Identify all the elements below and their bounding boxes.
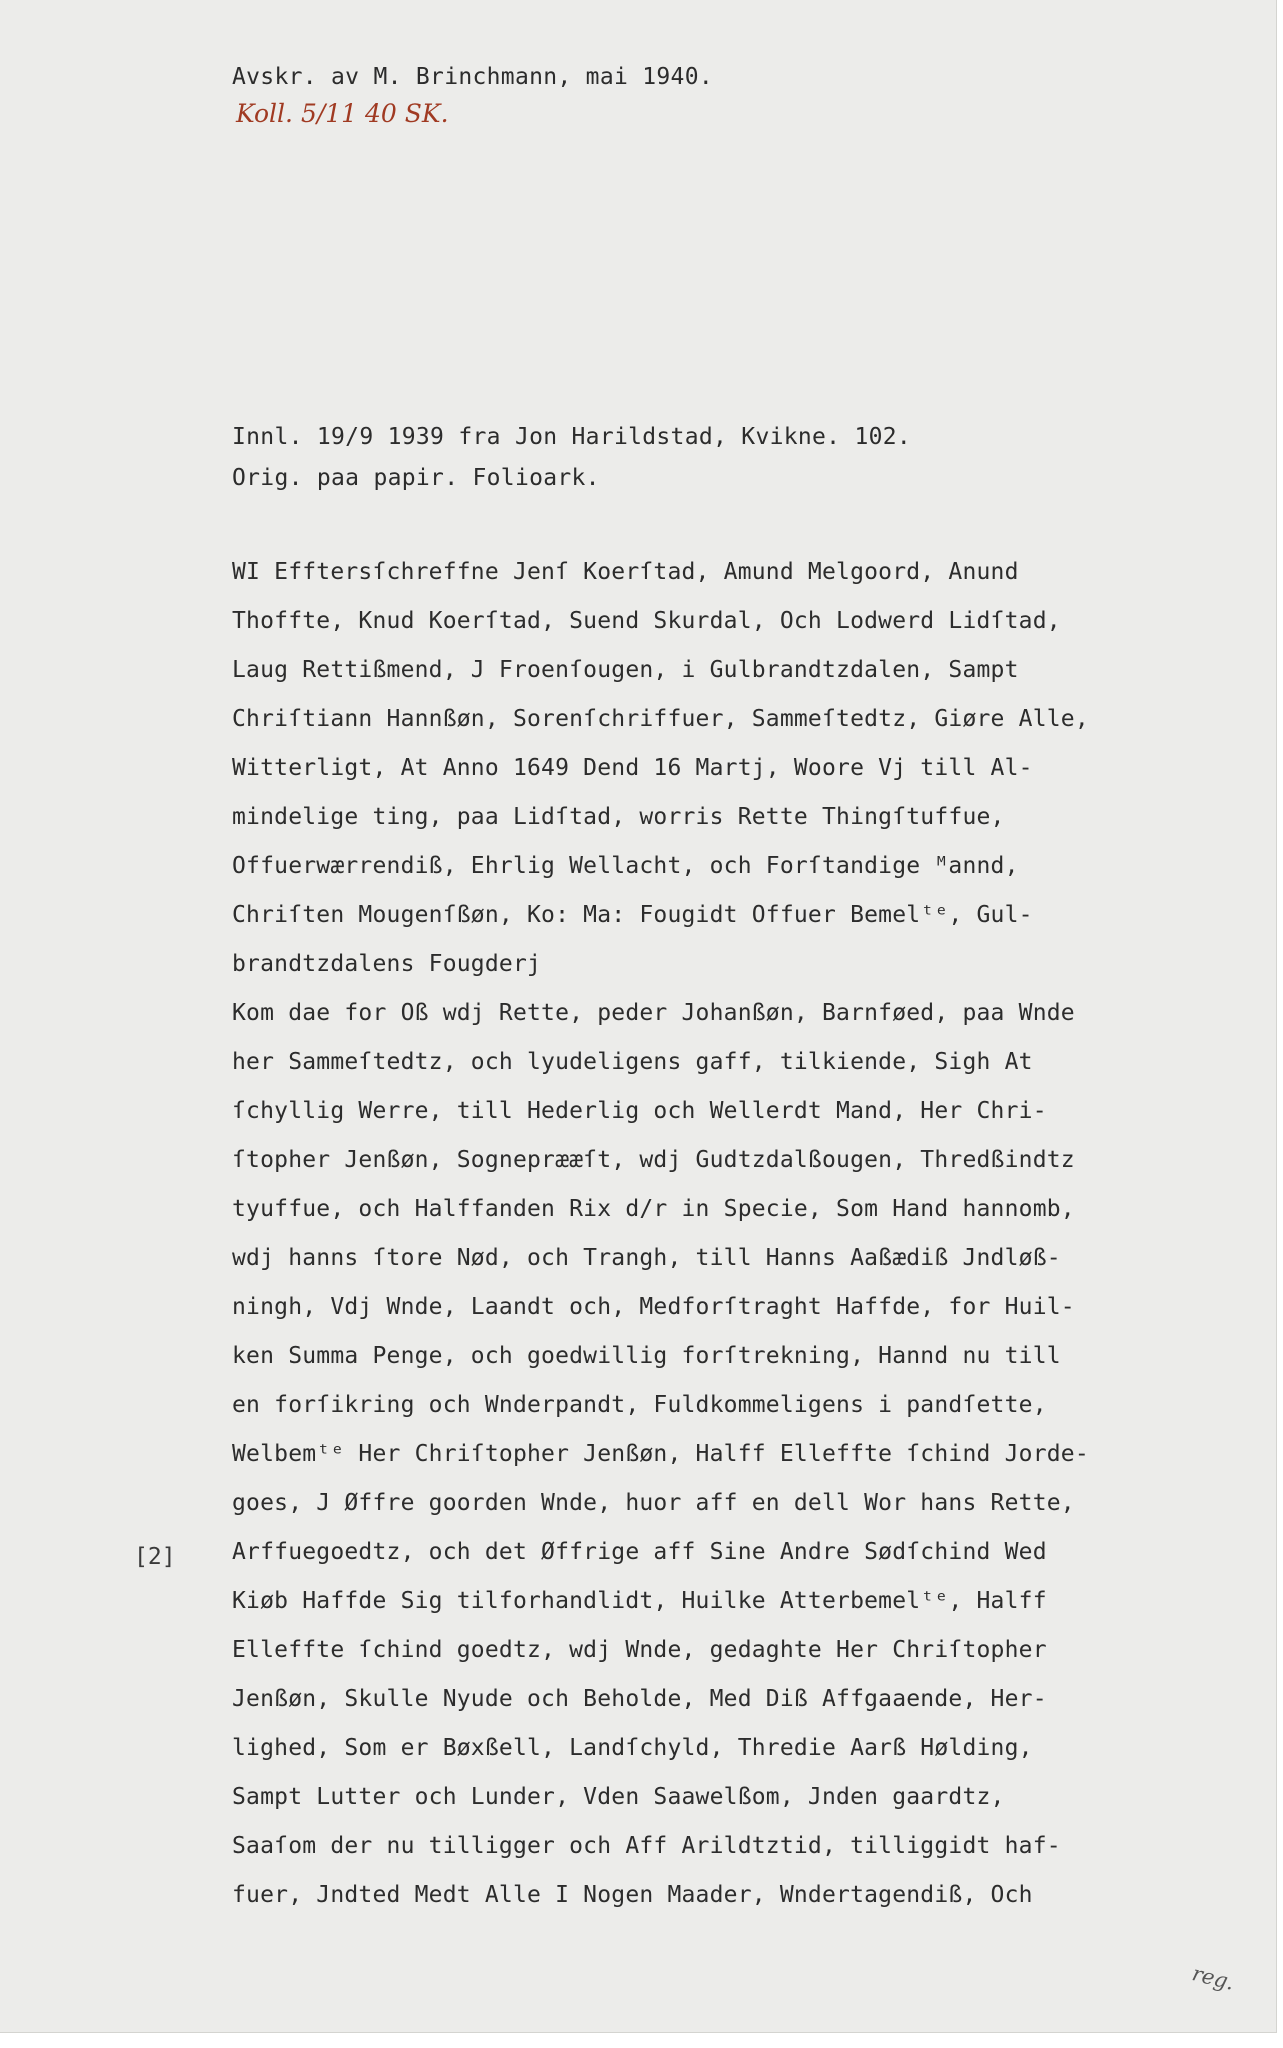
text-line: lighed, Som er Bøxßell, Landſchyld, Thredie Aarß Hølding, [232, 1735, 1033, 1761]
text-line: goes, J Øffre goorden Wnde, huor aff en dell Wor hans Rette, [232, 1490, 1075, 1516]
text-line: Welbemᵗᵉ Her Chriſtopher Jenßøn, Halff Elleffte ſchind Jorde- [232, 1441, 1089, 1467]
text-line: ningh, Vdj Wnde, Laandt och, Medforſtraght Haffde, for Huil- [232, 1294, 1075, 1320]
text-line: Kiøb Haffde Sig tilforhandlidt, Huilke Atterbemelᵗᵉ, Halff [232, 1588, 1047, 1614]
text-line: Chriſten Mougenſßøn, Ko: Ma: Fougidt Offuer Bemelᵗᵉ, Gul- [232, 902, 1033, 928]
text-line: Offuerwærrendiß, Ehrlig Wellacht, och Forſtandige ᴹannd, [232, 853, 1019, 879]
text-line: Kom dae for Oß wdj Rette, peder Johanßøn, Barnføed, paa Wnde [232, 1000, 1075, 1026]
text-line: ken Summa Penge, och goedwillig forſtrekning, Hannd nu till [232, 1343, 1061, 1369]
text-line: Thoffte, Knud Koerſtad, Suend Skurdal, Och Lodwerd Lidſtad, [232, 608, 1061, 634]
handwritten-collation-note: Koll. 5/11 40 SK. [236, 99, 449, 128]
text-line: fuer, Jndted Medt Alle I Nogen Maader, Wndertagendiß, Och [232, 1882, 1033, 1908]
text-line: Saaſom der nu tilligger och Aff Arildtztid, tilliggidt haf- [232, 1833, 1061, 1859]
page-marker: [2] [134, 1544, 176, 1570]
text-line: Laug Rettißmend, J Froenſougen, i Gulbrandtzdalen, Sampt [232, 657, 1019, 683]
intake-line-2: Orig. paa papir. Folioark. [232, 465, 600, 491]
corner-annotation: reg. [1189, 1961, 1237, 1995]
text-line: Elleffte ſchind goedtz, wdj Wnde, gedaghte Her Chriſtopher [232, 1637, 1047, 1663]
text-line: Arffuegoedtz, och det Øffrige aff Sine Andre Sødſchind Wed [232, 1539, 1047, 1565]
text-line: Sampt Lutter och Lunder, Vden Saawelßom, Jnden gaardtz, [232, 1784, 1005, 1810]
text-line: mindelige ting, paa Lidſtad, worris Rette Thingſtuffue, [232, 804, 1005, 830]
text-line: WI Efftersſchreffne Jenſ Koerſtad, Amund Melgoord, Anund [232, 559, 1019, 585]
intake-line-1: Innl. 19/9 1939 fra Jon Harildstad, Kvikne. 102. [232, 424, 912, 450]
text-line: Chriſtiann Hannßøn, Sorenſchriffuer, Sammeſtedtz, Giøre Alle, [232, 706, 1089, 732]
text-line: en forſikring och Wnderpandt, Fuldkommeligens i pandſette, [232, 1392, 1047, 1418]
text-line: Witterligt, At Anno 1649 Dend 16 Martj, Woore Vj till Al- [232, 755, 1033, 781]
text-line: ſchyllig Werre, till Hederlig och Wellerdt Mand, Her Chri- [232, 1098, 1047, 1124]
transcription-note: Avskr. av M. Brinchmann, mai 1940. [232, 64, 714, 90]
text-line: wdj hanns ſtore Nød, och Trangh, till Hanns Aaßædiß Jndløß- [232, 1245, 1061, 1271]
text-line: brandtzdalens Fougderj [232, 951, 542, 977]
text-line: ſtopher Jenßøn, Sogneprææſt, wdj Gudtzdalßougen, Thredßindtz [232, 1147, 1075, 1173]
text-line: tyuffue, och Halffanden Rix d/r in Specie, Som Hand hannomb, [232, 1196, 1075, 1222]
text-line: Jenßøn, Skulle Nyude och Beholde, Med Diß Affgaaende, Her- [232, 1686, 1047, 1712]
text-line: her Sammeſtedtz, och lyudeligens gaff, tilkiende, Sigh At [232, 1049, 1033, 1075]
